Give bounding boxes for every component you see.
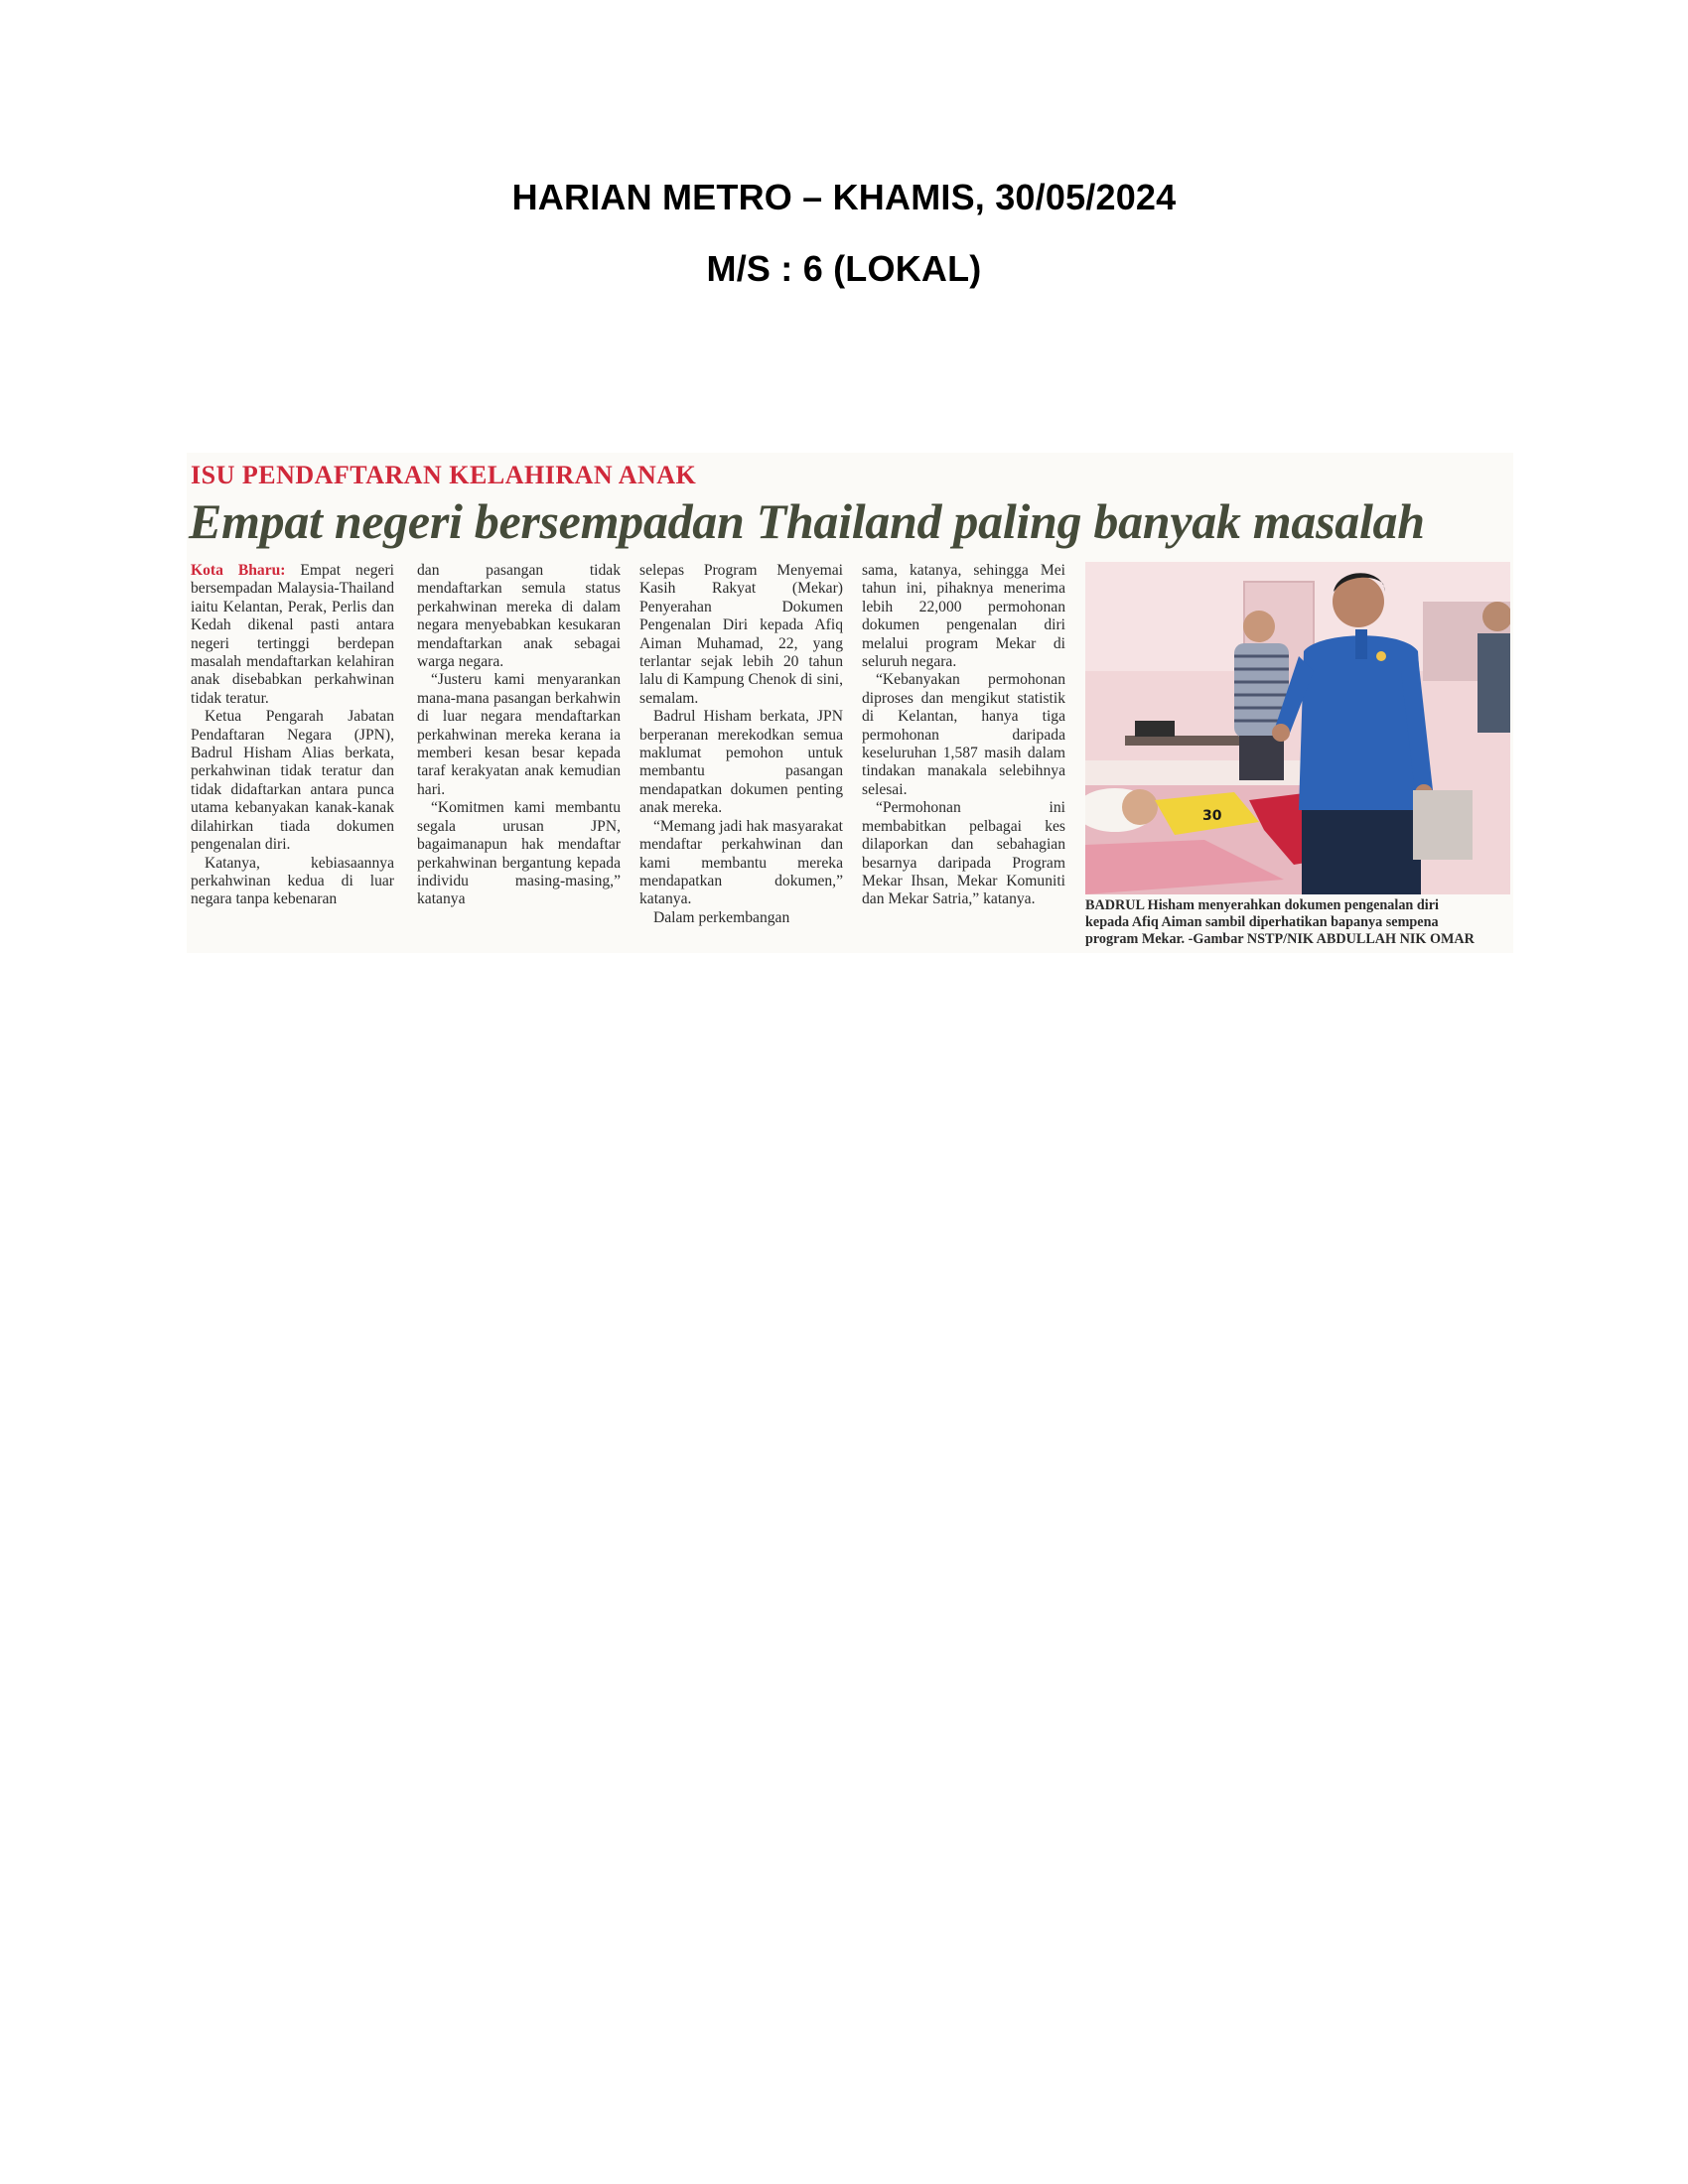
newspaper-clipping [187,453,1513,953]
clipping-header-line1: HARIAN METRO – KHAMIS, 30/05/2024 [511,177,1177,217]
article-paragraph: selepas Program Menyemai Kasih Rakyat (Mekar) Penyerahan Dokumen Pengenalan Diri kepada Afiq Aiman Muhamad, 22, yang terlantar sejak lebih 20 tahun lalu di Kampung Chenok di sini, semalam. [639,562,843,707]
caption-line: BADRUL Hisham menyerahkan dokumen pengenalan diri [1085,897,1439,913]
article-paragraph: Ketua Pengarah Jabatan Pendaftaran Negara (JPN), Badrul Hisham Alias berkata, perkahwinan tidak teratur dan tidak didaftarkan antara punca utama kebanyakan kanak-kanak dilahirkan tiada dokumen pengenalan diri. [191,708,394,854]
article-headline: Empat negeri bersempadan Thailand paling banyak masalah [189,493,1425,549]
article-paragraph: sama, katanya, sehingga Mei tahun ini, pihaknya menerima lebih 22,000 permohonan dokumen pengenalan diri melalui program Mekar di seluruh negara. [862,562,1065,671]
paragraph-text: Empat negeri bersempadan Malaysia-Thailand iaitu Kelantan, Perak, Perlis dan Kedah dikenal pasti antara negeri tertinggi berdepan masalah mendaftarkan kelahiran anak disebabkan perkahwinan tidak teratur. [191,562,394,707]
jersey-number: 30 [1202,808,1222,824]
article-paragraph: dan pasangan tidak mendaftarkan semula status perkahwinan mereka di dalam negara menyebabkan kesukaran mendaftarkan anak sebagai warga negara. [417,562,621,671]
article-photo [1085,562,1510,894]
article-column-4 [862,562,1065,953]
photo-caption [1085,897,1510,947]
article-paragraph: “Permohonan ini membabitkan pelbagai kes dilaporkan dan sebahagian besarnya daripada Program Mekar Ihsan, Mekar Komuniti dan Mekar Satria,” katanya. [862,799,1065,908]
article-paragraph: Dalam perkembangan [653,908,790,926]
article-paragraph: Badrul Hisham berkata, JPN berperanan merekodkan semua maklumat pemohon untuk membantu pasangan mendapatkan dokumen penting anak mereka. [639,708,843,817]
article-kicker: ISU PENDAFTARAN KELAHIRAN ANAK [191,461,697,489]
article-paragraph: “Komitmen kami membantu segala urusan JPN, bagaimanapun hak mendaftar perkahwinan bergantung kepada individu masing-masing,” katanya [417,799,621,908]
article-paragraph [191,562,394,708]
article-dateline: Kota Bharu: [191,562,286,579]
article-paragraph: “Memang jadi hak masyarakat mendaftar perkahwinan dan kami membantu mereka mendapatkan dokumen,” katanya. [639,817,843,908]
article-column-3 [639,562,843,953]
article-paragraph: “Justeru kami menyarankan mana-mana pasangan berkahwin di luar negara mendaftarkan perkahwinan mereka kerana ia memberi kesan besar kepada taraf kerakyatan anak kemudian hari. [417,671,621,798]
caption-line: program Mekar. -Gambar NSTP/NIK ABDULLAH NIK OMAR [1085,930,1475,947]
article-photo-illustration [1085,562,1510,894]
caption-line: kepada Afiq Aiman sambil diperhatikan bapanya sempena [1085,913,1439,930]
article-body [191,562,1084,953]
article-column-2 [417,562,621,953]
article-column-1 [191,562,394,953]
clipping-header-line2: M/S : 6 (LOKAL) [706,248,982,289]
article-paragraph: Katanya, kebiasaannya perkahwinan kedua di luar negara tanpa kebenaran [191,854,394,908]
article-paragraph: “Kebanyakan permohonan diproses dan mengikut statistik di Kelantan, hanya tiga permohonan daripada keseluruhan 1,587 masih dalam tindakan manakala selebihnya selesai. [862,671,1065,798]
